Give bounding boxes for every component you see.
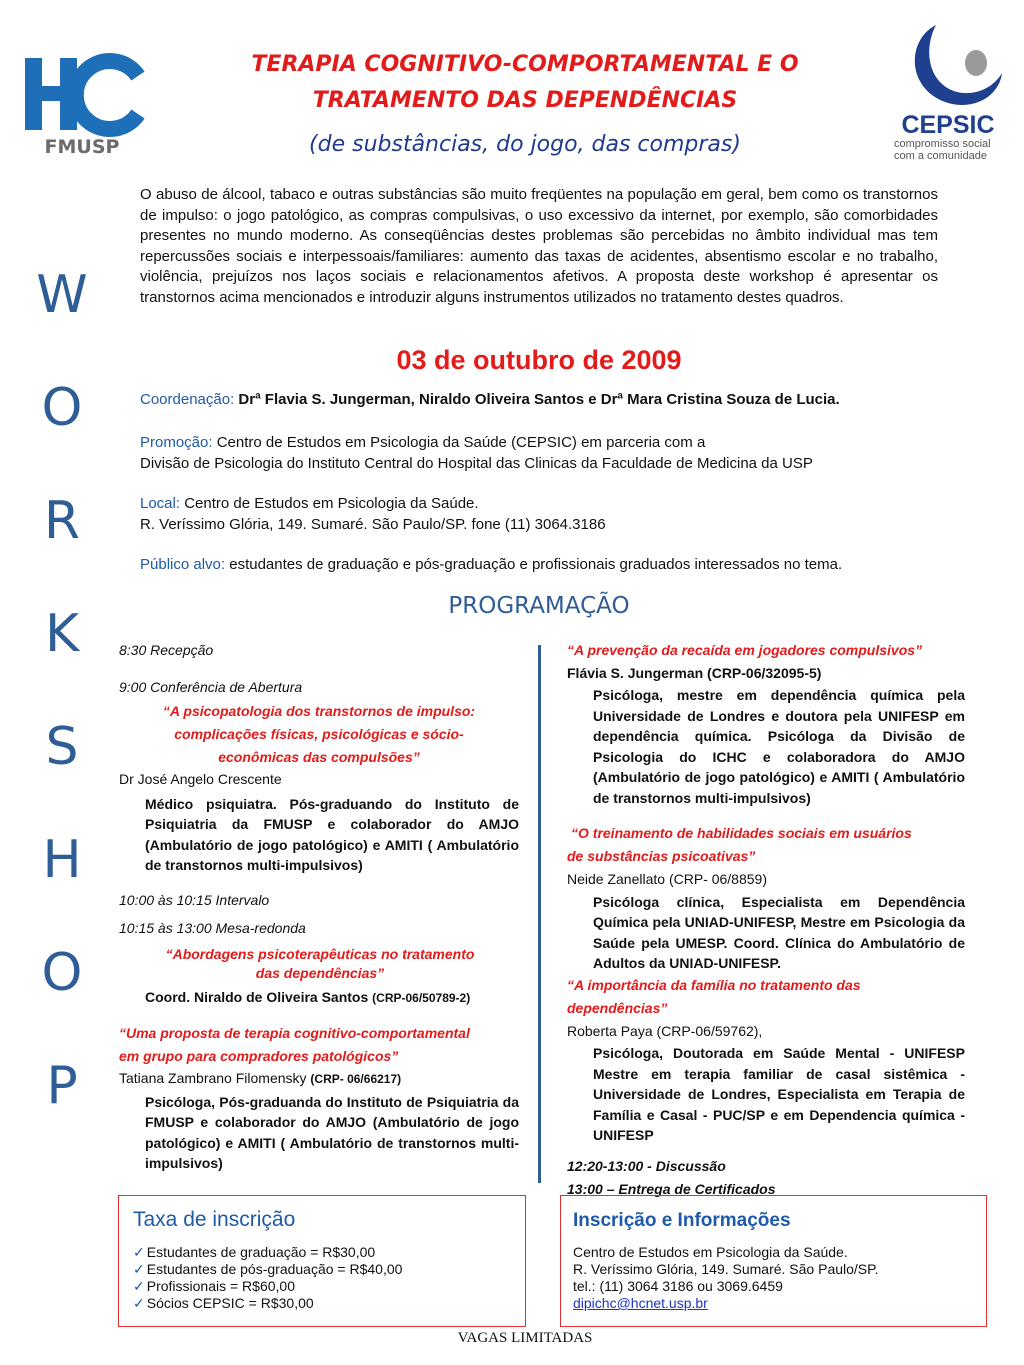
talk-5-line: de substâncias psicoativas” xyxy=(567,848,756,864)
workshop-letter: W xyxy=(36,265,88,325)
fee-item-text: Estudantes de pós-graduação = R$40,00 xyxy=(146,1261,403,1277)
schedule-mesa-redonda: 10:15 às 13:00 Mesa-redonda xyxy=(119,920,306,936)
fee-item-text: Profissionais = R$60,00 xyxy=(146,1278,295,1294)
registration-fee-title: Taxa de inscrição xyxy=(133,1208,296,1231)
talk-6-line: dependências” xyxy=(567,999,668,1016)
talk-5-line: “O treinamento de habilidades sociais em usuários xyxy=(571,825,912,841)
cepsic-logo-tagline-1: compromisso social xyxy=(894,138,991,150)
local-label: Local: xyxy=(140,495,181,512)
speaker-1-bio: Médico psiquiatra. Pós-graduando do Instituto de Psiquiatria da FMUSP e colaborador do AMJO (Ambulatório de jogo patológico) e AMITI ( Ambulatório de transtornos multi-impulsivos) xyxy=(145,795,519,873)
event-date: 03 de outubro de 2009 xyxy=(396,345,682,375)
talk-2-line: “Abordagens psicoterapêuticas no tratamento xyxy=(165,945,475,962)
registration-info-box xyxy=(560,1195,987,1327)
schedule-abertura: 9:00 Conferência de Abertura xyxy=(119,678,303,695)
checkmark-icon: ✓ xyxy=(133,1261,145,1277)
talk-title-4: “A prevenção da recaída em jogadores compulsivos” xyxy=(567,642,923,658)
speaker-3 xyxy=(119,1068,519,1090)
talk-title-3 xyxy=(119,1022,519,1068)
cepsic-logo-tagline-2: com a comunidade xyxy=(894,150,987,162)
workshop-letter: O xyxy=(41,943,83,1003)
checkmark-icon: ✓ xyxy=(133,1244,145,1260)
schedule-certificados: 13:00 – Entrega de Certificados xyxy=(567,1181,776,1197)
fee-item xyxy=(133,1278,525,1295)
schedule-recepcao: 8:30 Recepção xyxy=(119,642,214,658)
talk-6-line: “A importância da família no tratamento das xyxy=(567,976,861,993)
programacao-heading: PROGRAMAÇÃO xyxy=(448,593,630,619)
talk-title-6 xyxy=(567,974,965,1020)
talk-1-line: econômicas das compulsões” xyxy=(218,749,420,765)
talk-2-line: das dependências” xyxy=(255,964,385,981)
talk-3-line: em grupo para compradores patológicos” xyxy=(119,1048,399,1064)
coordenacao xyxy=(140,390,960,411)
hc-fmusp-logo xyxy=(20,50,145,160)
promocao-value-2: Divisão de Psicologia do Instituto Central do Hospital das Clinicas da Faculdade de Medicina da USP xyxy=(140,454,813,472)
registration-info-text xyxy=(573,1244,986,1312)
program-right-column xyxy=(567,640,965,1200)
talk-1-line: “A psicopatologia dos transtornos de impulso: xyxy=(162,703,476,719)
info-line: R. Veríssimo Glória, 149. Sumaré. São Paulo/SP. xyxy=(573,1261,879,1277)
workshop-letter: S xyxy=(45,717,79,777)
workshop-letter: H xyxy=(42,830,82,890)
talk-title-2 xyxy=(145,945,495,983)
talk-title-5 xyxy=(567,822,965,868)
speaker-3-bio: Psicóloga, Pós-graduanda do Instituto de Psiquiatria da FMUSP e colaborador do AMJO (Ambulatório de jogo patológico) e AMITI ( Ambulatório de transtornos multi-impulsivos) xyxy=(145,1093,519,1171)
subtitle: (de substâncias, do jogo, das compras) xyxy=(309,132,741,157)
fee-item-text: Estudantes de graduação = R$30,00 xyxy=(146,1244,376,1260)
fee-item xyxy=(133,1244,525,1261)
promocao-value-1: Centro de Estudos em Psicologia da Saúde (CEPSIC) em parceria com a xyxy=(216,434,706,451)
schedule-intervalo: 10:00 às 10:15 Intervalo xyxy=(119,891,270,908)
talk-1-line: complicações físicas, psicológicas e sócio- xyxy=(174,726,464,742)
publico-value: estudantes de graduação e pós-graduação e profissionais graduados interessados no tema. xyxy=(229,556,843,573)
workshop-vertical-title xyxy=(22,265,102,1169)
info-phone: tel.: (11) 3064 3186 ou 3069.6459 xyxy=(573,1278,783,1294)
fee-item xyxy=(133,1261,525,1278)
speaker-4: Flávia S. Jungerman (CRP-06/32095-5) xyxy=(567,664,822,681)
speaker-6: Roberta Paya (CRP-06/59762), xyxy=(567,1022,763,1039)
title-line-2: TRATAMENTO DAS DEPENDÊNCIAS xyxy=(312,88,738,113)
local xyxy=(140,494,960,535)
local-value-1: Centro de Estudos em Psicologia da Saúde. xyxy=(184,495,479,512)
column-divider xyxy=(538,645,541,1183)
fee-item-text: Sócios CEPSIC = R$30,00 xyxy=(146,1295,314,1311)
coordenacao-value: Drª Flavia S. Jungerman, Niraldo Oliveira Santos e Drª Mara Cristina Souza de Lucia. xyxy=(238,391,840,408)
local-value-2: R. Veríssimo Glória, 149. Sumaré. São Paulo/SP. fone (11) 3064.3186 xyxy=(140,515,606,533)
publico-label: Público alvo: xyxy=(140,556,226,573)
speaker-3-name: Tatiana Zambrano Filomensky xyxy=(119,1070,307,1086)
workshop-letter: P xyxy=(46,1056,78,1116)
workshop-letter: O xyxy=(41,378,83,438)
publico-alvo xyxy=(140,555,960,576)
speaker-1: Dr José Angelo Crescente xyxy=(119,771,282,787)
speaker-4-bio: Psicóloga, mestre em dependência química pela Universidade de Londres e doutora pela UNIFESP em dependência química. Psicóloga da Divisão de Psicologia do ICHC e colaboradora do AMJO (Ambulatório de jogo patológico) e AMITI ( Ambulatório de transtornos multi-impulsivos) xyxy=(593,687,965,806)
registration-fee-box xyxy=(118,1195,526,1327)
workshop-letter: R xyxy=(43,491,81,551)
checkmark-icon: ✓ xyxy=(133,1278,145,1294)
speaker-5-bio: Psicóloga clínica, Especialista em Dependência Química pela UNIAD-UNIFESP, Mestre em Psicologia da Saúde pela UMESP. Coord. Clínica do Ambulatório de Adultos da UNIAD-UNIFESP. xyxy=(593,893,965,971)
coordinator-crp: (CRP-06/50789-2) xyxy=(372,990,471,1005)
hc-logo-sub: FMUSP xyxy=(44,136,120,158)
vagas-limitadas: VAGAS LIMITADAS xyxy=(457,1330,593,1346)
coordinator xyxy=(145,987,519,1009)
promocao xyxy=(140,433,960,474)
program-left-column xyxy=(119,640,519,1174)
cepsic-logo xyxy=(888,15,1006,165)
title-line-1: TERAPIA COGNITIVO-COMPORTAMENTAL E O xyxy=(251,52,799,77)
speaker-6-bio: Psicóloga, Doutorada em Saúde Mental - UNIFESP Mestre em terapia familiar de casal sistêmica - Universidade de Londres, Especialista em Terapia de Família e Casal - PUC/SP e em Dependencia química - UNIFESP xyxy=(593,1045,965,1143)
talk-3-line: “Uma proposta de terapia cognitivo-comportamental xyxy=(119,1025,470,1041)
registration-info-title: Inscrição e Informações xyxy=(573,1210,791,1231)
workshop-letter: K xyxy=(44,604,80,664)
intro-paragraph: O abuso de álcool, tabaco e outras substâncias são muito freqüentes na população em geral, bem como os transtornos de impulso: o jogo patológico, as compras compulsivas, o uso excessivo da internet, por exemplo, são comorbidades presentes no mundo moderno. As conseqüências destes problemas são percebidas no âmbito individual mas tem repercussões sociais e interpessoais/familiares: aumento das taxas de acidentes, absentismo escolar e no trabalho, violência, prejuízos nos laços sociais e relacionamentos afetivos. A proposta deste workshop é apresentar os transtornos acima mencionados e introduzir alguns instrumentos utilizados no tratamento destes quadros. xyxy=(140,186,938,306)
speaker-5: Neide Zanellato (CRP- 06/8859) xyxy=(567,871,767,887)
fee-list xyxy=(133,1244,525,1312)
coordinator-name: Coord. Niraldo de Oliveira Santos xyxy=(145,988,369,1005)
email-link[interactable]: dipichc@hcnet.usp.br xyxy=(573,1295,708,1311)
promocao-label: Promoção: xyxy=(140,434,213,451)
info-line: Centro de Estudos em Psicologia da Saúde. xyxy=(573,1244,848,1260)
talk-title-1 xyxy=(119,700,519,769)
cepsic-logo-name: CEPSIC xyxy=(901,111,995,139)
coordenacao-label: Coordenação: xyxy=(140,391,235,408)
speaker-3-crp: (CRP- 06/66217) xyxy=(310,1072,402,1086)
checkmark-icon: ✓ xyxy=(133,1295,145,1311)
fee-item xyxy=(133,1295,525,1312)
schedule-discussao: 12:20-13:00 - Discussão xyxy=(567,1157,726,1174)
